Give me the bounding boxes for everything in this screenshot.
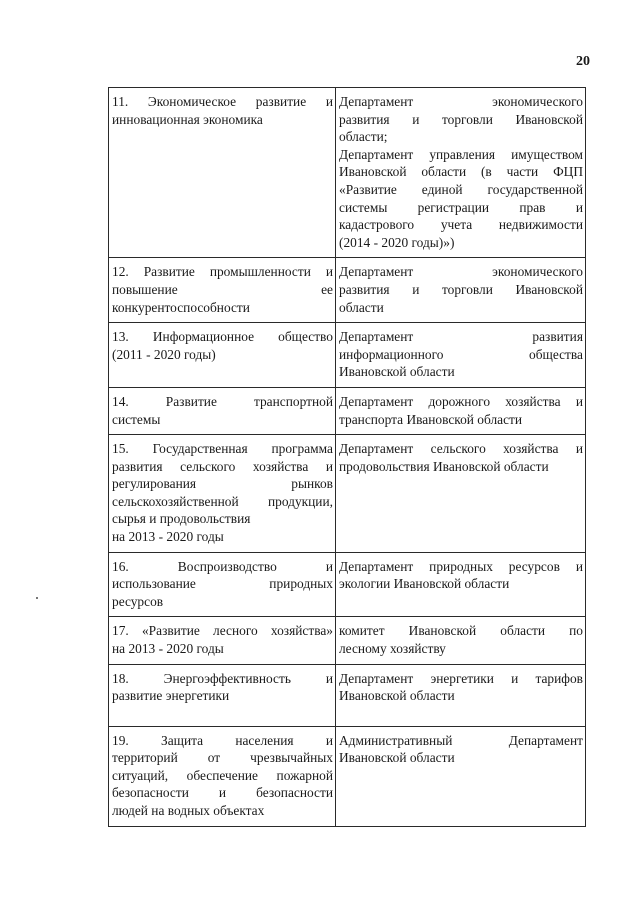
table-row [109, 726, 586, 826]
program-line: людей на водных объектах [112, 803, 265, 818]
program-cell [109, 323, 336, 388]
department-line: области; [339, 129, 388, 145]
program-cell [109, 664, 336, 726]
program-line: 17. «Развитие лесного хозяйства» [112, 623, 333, 639]
program-line: 18. Энергоэффективность и [112, 670, 333, 686]
department-line: Департамент природных ресурсов и [339, 558, 583, 574]
department-line: развития и торговли Ивановской [339, 281, 583, 297]
department-cell [336, 617, 586, 664]
department-line: (2014 - 2020 годы)») [339, 234, 455, 250]
program-line: 16. Воспроизводство и [112, 558, 333, 574]
program-line: 14. Развитие транспортной [112, 393, 333, 409]
program-cell [109, 258, 336, 323]
scan-speck [36, 597, 38, 599]
department-line: продовольствия Ивановской области [339, 458, 549, 474]
programs-table [108, 87, 586, 827]
program-cell [109, 387, 336, 434]
table-row [109, 323, 586, 388]
department-cell [336, 88, 586, 258]
program-line: 12. Развитие промышленности и [112, 264, 333, 280]
program-line: на 2013 - 2020 годы [112, 529, 224, 545]
table-row [109, 88, 586, 258]
department-line: лесному хозяйству [339, 641, 446, 657]
program-line: регулирования рынков [112, 476, 333, 492]
department-line: Административный Департамент [339, 732, 583, 748]
program-cell [109, 617, 336, 664]
table-row [109, 552, 586, 617]
department-cell [336, 726, 586, 826]
department-line: Департамент экономического [339, 94, 583, 109]
table-row [109, 617, 586, 664]
program-line: использование природных [112, 576, 333, 592]
department-cell [336, 664, 586, 726]
department-line: Ивановской области [339, 750, 455, 766]
program-line: сырья и продовольствия [112, 511, 251, 527]
department-line: кадастрового учета недвижимости [339, 217, 583, 233]
department-line: транспорта Ивановской области [339, 411, 523, 427]
department-line: Департамент экономического [339, 264, 583, 280]
program-line: ситуаций, обеспечение пожарной [112, 767, 333, 783]
program-line: (2011 - 2020 годы) [112, 346, 216, 362]
program-line: инновационная экономика [112, 111, 263, 127]
department-line: развития и торговли Ивановской [339, 111, 583, 127]
program-cell [109, 726, 336, 826]
program-line: системы [112, 411, 161, 427]
table-row [109, 387, 586, 434]
program-line: сельскохозяйственной продукции, [112, 493, 333, 509]
program-line: конкурентоспособности [112, 299, 250, 315]
table-row [109, 258, 586, 323]
department-line: Департамент энергетики и тарифов [339, 670, 583, 686]
department-cell [336, 552, 586, 617]
department-line: экологии Ивановской области [339, 576, 510, 592]
table-row [109, 435, 586, 553]
department-line: Департамент дорожного хозяйства и [339, 393, 583, 409]
department-cell [336, 258, 586, 323]
program-line: 11. Экономическое развитие и [112, 94, 333, 109]
program-line: безопасности и безопасности [112, 785, 333, 801]
department-line: комитет Ивановской области по [339, 623, 583, 639]
department-line: Ивановской области [339, 688, 455, 704]
program-cell [109, 435, 336, 553]
program-line: территорий от чрезвычайных [112, 750, 333, 766]
department-cell [336, 323, 586, 388]
department-line: Департамент сельского хозяйства и [339, 441, 583, 457]
program-cell [109, 552, 336, 617]
department-line: Департамент развития [339, 329, 583, 345]
department-line: информационного общества [339, 346, 583, 362]
department-line: области [339, 299, 384, 315]
program-line: развития сельского хозяйства и [112, 458, 333, 474]
department-cell [336, 435, 586, 553]
department-cell [336, 387, 586, 434]
department-line: Ивановской области [339, 364, 455, 380]
department-line: «Развитие единой государственной [339, 181, 583, 197]
program-line: развитие энергетики [112, 688, 230, 704]
page-number: 20 [576, 54, 590, 69]
program-line: 13. Информационное общество [112, 329, 333, 345]
program-line: на 2013 - 2020 годы [112, 641, 224, 657]
table-row [109, 664, 586, 726]
department-line: Ивановской области (в части ФЦП [339, 164, 583, 180]
program-line: 15. Государственная программа [112, 441, 333, 457]
program-line: повышение ее [112, 281, 333, 297]
program-line: 19. Защита населения и [112, 732, 333, 748]
program-line: ресурсов [112, 593, 164, 609]
program-cell [109, 88, 336, 258]
department-line: Департамент управления имуществом [339, 146, 583, 162]
department-line: системы регистрации прав и [339, 199, 583, 215]
